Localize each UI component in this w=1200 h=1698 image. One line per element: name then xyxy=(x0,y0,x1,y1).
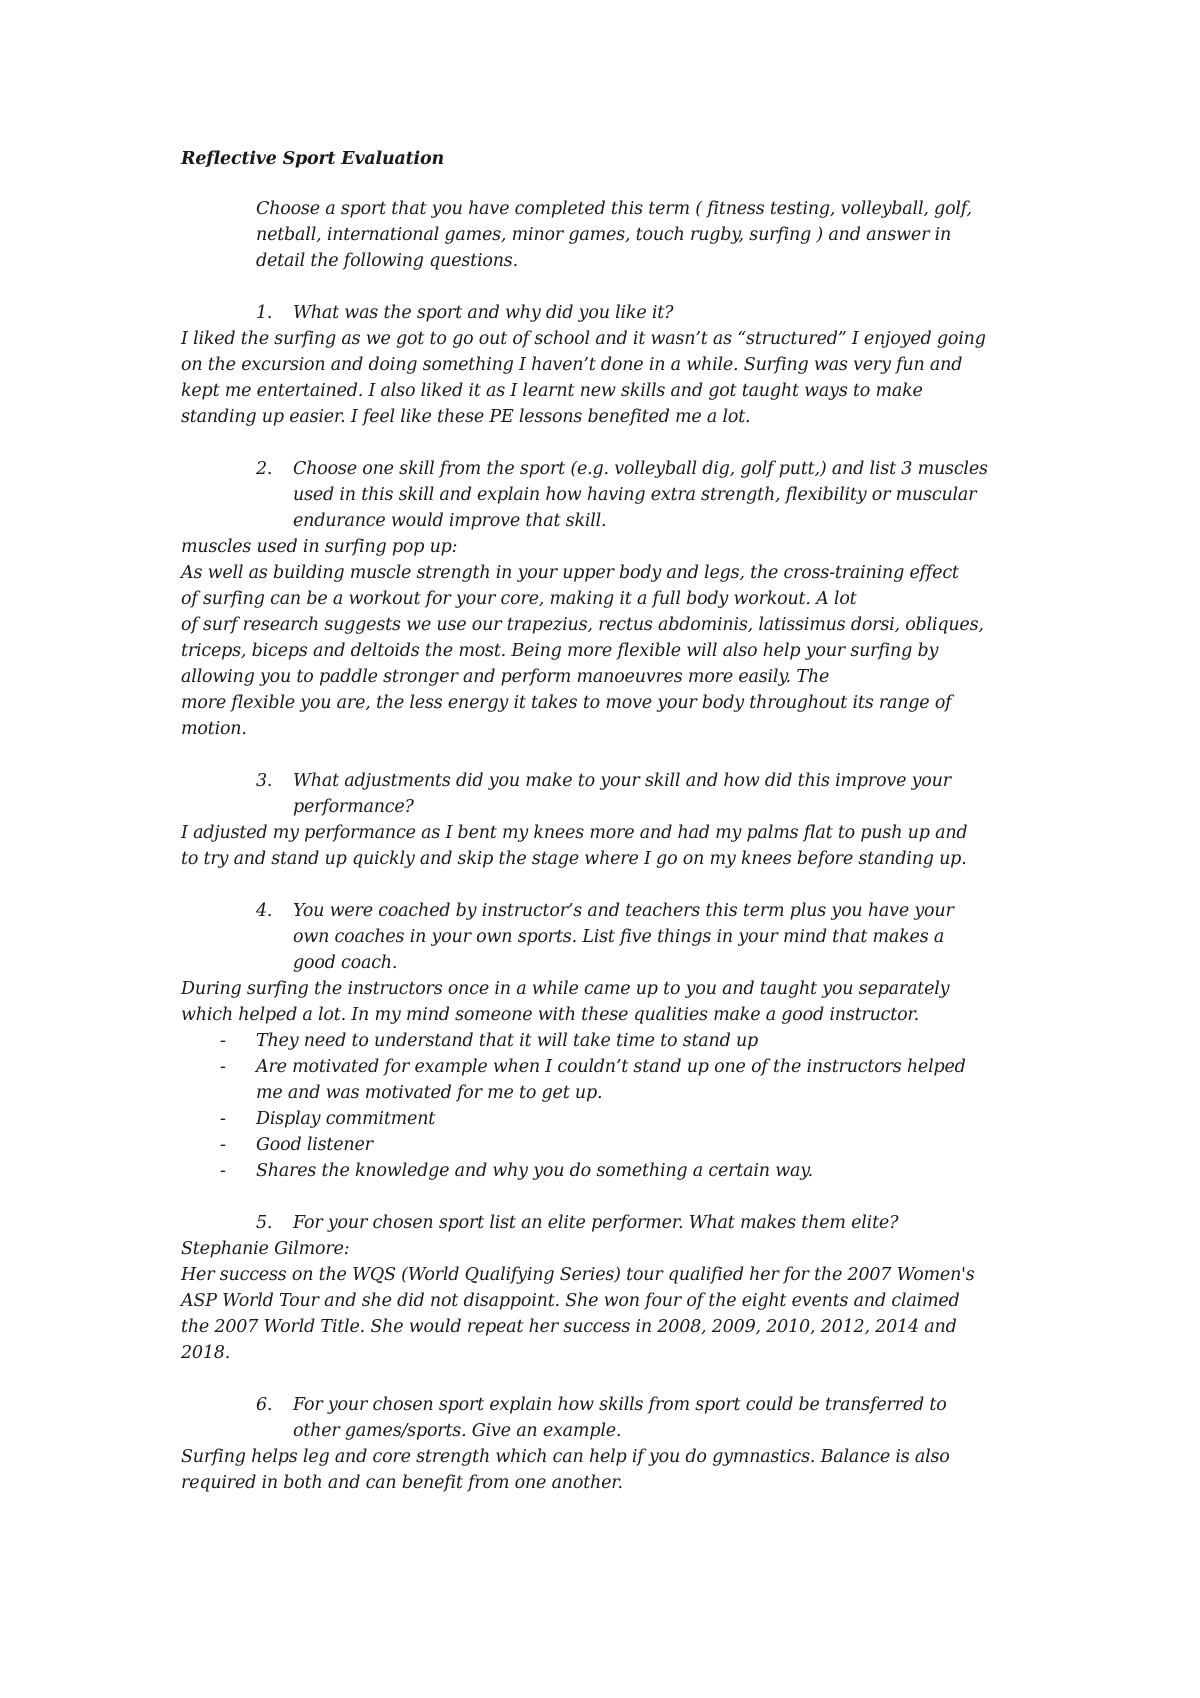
answer-line: I adjusted my performance as I bent my knees more and had my palms flat to push up and xyxy=(181,823,968,843)
bullet-text: Good listener xyxy=(256,1135,373,1155)
answer-line: of surfing can be a workout for your core, making it a full body workout. A lot xyxy=(181,589,857,609)
question-number: 5. xyxy=(256,1213,273,1233)
bullet-text: Display commitment xyxy=(256,1109,436,1129)
bullet-dash: - xyxy=(220,1109,226,1129)
question-text: For your chosen sport list an elite performer. What makes them elite? xyxy=(293,1213,899,1233)
answer-line: As well as building muscle strength in your upper body and legs, the cross-training effect xyxy=(181,563,959,583)
question-text: Choose one skill from the sport (e.g. volleyball dig, golf putt,) and list 3 muscles xyxy=(293,459,988,479)
bullet-text: They need to understand that it will take time to stand up xyxy=(256,1031,759,1051)
question-text: endurance would improve that skill. xyxy=(293,511,607,531)
answer-line: of surf research suggests we use our trapezius, rectus abdominis, latissimus dorsi, obliques, xyxy=(181,615,984,635)
question-number: 2. xyxy=(256,459,273,479)
document-title: Reflective Sport Evaluation xyxy=(181,149,444,169)
answer-line: 2018. xyxy=(181,1343,231,1363)
answer-line: ASP World Tour and she did not disappoint. She won four of the eight events and claimed xyxy=(181,1291,960,1311)
answer-line: triceps, biceps and deltoids the most. Being more flexible will also help your surfing by xyxy=(181,641,939,661)
question-text: You were coached by instructor’s and teachers this term plus you have your xyxy=(293,901,954,921)
bullet-dash: - xyxy=(220,1135,226,1155)
intro-line: netball, international games, minor games, touch rugby, surfing ) and answer in xyxy=(256,225,952,245)
answer-line: motion. xyxy=(181,719,247,739)
bullet-text: Are motivated for example when I couldn’t stand up one of the instructors helped xyxy=(256,1057,966,1077)
question-text: What was the sport and why did you like it? xyxy=(293,303,674,323)
question-number: 6. xyxy=(256,1395,273,1415)
answer-line: on the excursion and doing something I haven’t done in a while. Surfing was very fun and xyxy=(181,355,963,375)
question-text: What adjustments did you make to your skill and how did this improve your xyxy=(293,771,951,791)
bullet-text: Shares the knowledge and why you do something a certain way. xyxy=(256,1161,813,1181)
question-text: own coaches in your own sports. List five things in your mind that makes a xyxy=(293,927,945,947)
question-text: other games/sports. Give an example. xyxy=(293,1421,622,1441)
question-number: 1. xyxy=(256,303,273,323)
bullet-dash: - xyxy=(220,1161,226,1181)
answer-line: Surfing helps leg and core strength which can help if you do gymnastics. Balance is also xyxy=(181,1447,950,1467)
question-text: For your chosen sport explain how skills from sport could be transferred to xyxy=(293,1395,947,1415)
answer-line: the 2007 World Title. She would repeat her success in 2008, 2009, 2010, 2012, 2014 and xyxy=(181,1317,957,1337)
answer-line: I liked the surfing as we got to go out of school and it wasn’t as “structured” I enjoyed going xyxy=(181,329,986,349)
answer-line: During surfing the instructors once in a while came up to you and taught you separately xyxy=(181,979,950,999)
answer-line: which helped a lot. In my mind someone with these qualities make a good instructor. xyxy=(181,1005,920,1025)
question-text: good coach. xyxy=(293,953,398,973)
answer-line: kept me entertained. I also liked it as I learnt new skills and got taught ways to make xyxy=(181,381,923,401)
bullet-text: me and was motivated for me to get up. xyxy=(256,1083,603,1103)
answer-line: Her success on the WQS (World Qualifying Series) tour qualified her for the 2007 Women's xyxy=(181,1265,975,1285)
answer-line: more flexible you are, the less energy it takes to move your body throughout its range of xyxy=(181,693,952,713)
question-text: used in this skill and explain how having extra strength, flexibility or muscular xyxy=(293,485,977,505)
bullet-dash: - xyxy=(220,1031,226,1051)
answer-line: muscles used in surfing pop up: xyxy=(181,537,458,557)
question-text: performance? xyxy=(293,797,414,817)
answer-line: Stephanie Gilmore: xyxy=(181,1239,350,1259)
answer-line: allowing you to paddle stronger and perform manoeuvres more easily. The xyxy=(181,667,830,687)
intro-line: detail the following questions. xyxy=(256,251,518,271)
answer-line: required in both and can benefit from one another. xyxy=(181,1473,623,1493)
intro-line: Choose a sport that you have completed this term ( fitness testing, volleyball, golf, xyxy=(256,199,972,219)
question-number: 4. xyxy=(256,901,273,921)
bullet-dash: - xyxy=(220,1057,226,1077)
answer-line: standing up easier. I feel like these PE lessons benefited me a lot. xyxy=(181,407,751,427)
question-number: 3. xyxy=(256,771,273,791)
answer-line: to try and stand up quickly and skip the stage where I go on my knees before standing up. xyxy=(181,849,967,869)
